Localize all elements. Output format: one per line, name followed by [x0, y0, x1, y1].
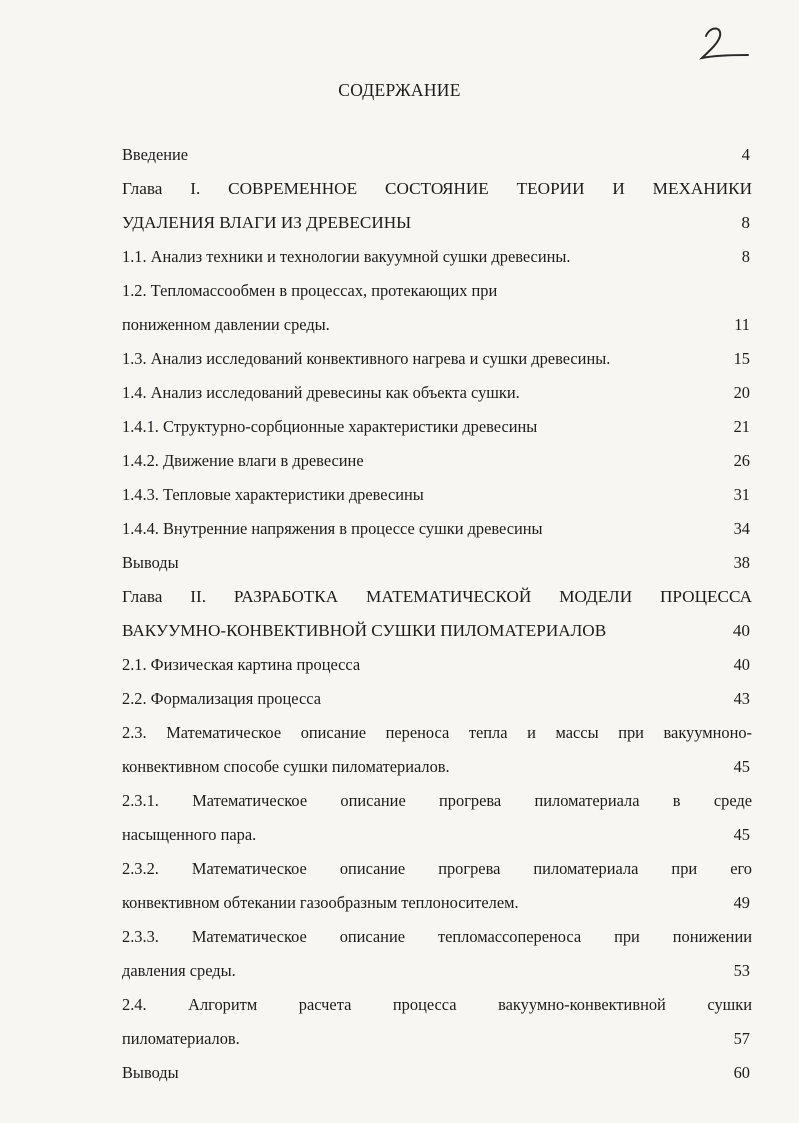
toc-entry-page: 20	[733, 383, 750, 402]
handwritten-two-icon	[692, 22, 752, 66]
toc-entry-title: 1.4.3. Тепловые характеристики древесины	[122, 485, 424, 504]
toc-entry	[122, 818, 752, 852]
toc-entry-title: 1.1. Анализ техники и технологии вакуумной сушки древесины.	[122, 247, 571, 266]
toc-entry-title: ВАКУУМНО-КОНВЕКТИВНОЙ СУШКИ ПИЛОМАТЕРИАЛОВ	[122, 621, 607, 640]
toc-entry-page: 8	[741, 213, 750, 232]
toc-entry-title: 2.4. Алгоритм расчета процесса вакуумно-конвективной сушки	[122, 995, 752, 1014]
toc-entry-title: конвективном обтекании газообразным теплоносителем.	[122, 893, 519, 912]
toc-entry	[122, 1056, 752, 1090]
toc-entry-page: 43	[733, 689, 750, 708]
page-title: СОДЕРЖАНИЕ	[338, 80, 461, 100]
toc-entry	[122, 1022, 752, 1056]
toc-entry-title: 1.2. Тепломассообмен в процессах, протекающих при	[122, 281, 498, 300]
toc-entry-title: Выводы	[122, 1063, 179, 1082]
toc-entry-page: 57	[733, 1029, 750, 1048]
toc-entry	[122, 784, 752, 818]
toc-entry-page: 45	[733, 825, 750, 844]
toc-entry-title: 2.3.1. Математическое описание прогрева пиломатериала в среде	[122, 791, 752, 810]
toc-entry-title: 2.1. Физическая картина процесса	[122, 655, 361, 674]
toc-entry	[122, 920, 752, 954]
toc-entry-title: Выводы	[122, 553, 179, 572]
toc-entry	[122, 886, 752, 920]
toc-entry	[122, 852, 752, 886]
toc-entry-page: 53	[733, 961, 750, 980]
toc-entry	[122, 682, 752, 716]
toc-entry	[122, 750, 752, 784]
toc-entry	[122, 308, 752, 342]
toc-entry-page: 49	[733, 893, 750, 912]
toc-entry	[122, 410, 752, 444]
toc-entry-title: конвективном способе сушки пиломатериалов.	[122, 757, 450, 776]
toc-entry-title: Глава I. СОВРЕМЕННОЕ СОСТОЯНИЕ ТЕОРИИ И МЕХАНИКИ	[122, 179, 752, 198]
toc-entry-title: 1.4. Анализ исследований древесины как объекта сушки.	[122, 383, 520, 402]
toc-entry	[122, 580, 752, 614]
toc-entry-title: 2.2. Формализация процесса	[122, 689, 321, 708]
toc-entry	[122, 444, 752, 478]
toc-entry-page: 8	[741, 247, 750, 266]
toc-entry-title: УДАЛЕНИЯ ВЛАГИ ИЗ ДРЕВЕСИНЫ	[122, 213, 412, 232]
toc-entry-page: 60	[733, 1063, 750, 1082]
toc-entry-title: 2.3.2. Математическое описание прогрева пиломатериала при его	[122, 859, 752, 878]
toc-entry-page: 31	[733, 485, 750, 504]
toc-entry-page: 4	[741, 145, 750, 164]
toc-entry-title: Введение	[122, 145, 189, 164]
toc-entry	[122, 478, 752, 512]
toc-entry	[122, 206, 752, 240]
toc-entry	[122, 512, 752, 546]
toc-entry-title: пиломатериалов.	[122, 1029, 240, 1048]
toc-entry-title: Глава II. РАЗРАБОТКА МАТЕМАТИЧЕСКОЙ МОДЕЛИ ПРОЦЕССА	[122, 587, 752, 606]
toc-entry-page: 38	[733, 553, 750, 572]
toc-entry	[122, 546, 752, 580]
toc-entry-title: насыщенного пара.	[122, 825, 257, 844]
toc-entry	[122, 138, 752, 172]
toc-entry-page: 26	[733, 451, 750, 470]
toc-entry-page: 34	[733, 519, 750, 538]
toc-entry-title: пониженном давлении среды.	[122, 315, 330, 334]
toc-entry-page: 11	[734, 315, 750, 334]
toc-entry-title: давления среды.	[122, 961, 236, 980]
toc-entry-page: 45	[733, 757, 750, 776]
toc-entry-page: 21	[733, 417, 750, 436]
toc-entry-page: 40	[733, 655, 750, 674]
toc-entry	[122, 614, 752, 648]
toc-entry	[122, 172, 752, 206]
toc-entry	[122, 716, 752, 750]
toc-entry-page: 40	[732, 621, 750, 640]
toc-entry	[122, 274, 752, 308]
toc-entry-title: 1.3. Анализ исследований конвективного нагрева и сушки древесины.	[122, 349, 611, 368]
toc-entry-title: 2.3. Математическое описание переноса тепла и массы при вакуумноно-	[122, 723, 752, 742]
toc-entry	[122, 988, 752, 1022]
toc-entry-page: 15	[733, 349, 750, 368]
toc-entry	[122, 342, 752, 376]
toc-entry-title: 1.4.1. Структурно-сорбционные характеристики древесины	[122, 417, 538, 436]
toc-entry-title: 1.4.4. Внутренние напряжения в процессе сушки древесины	[122, 519, 543, 538]
toc-entry	[122, 648, 752, 682]
handwritten-page-number	[692, 22, 752, 66]
toc-entry	[122, 376, 752, 410]
toc-entry	[122, 240, 752, 274]
toc-entry	[122, 954, 752, 988]
toc-entry-title: 1.4.2. Движение влаги в древесине	[122, 451, 364, 470]
table-of-contents	[122, 138, 752, 1090]
toc-entry-title: 2.3.3. Математическое описание тепломассопереноса при понижении	[122, 927, 752, 946]
